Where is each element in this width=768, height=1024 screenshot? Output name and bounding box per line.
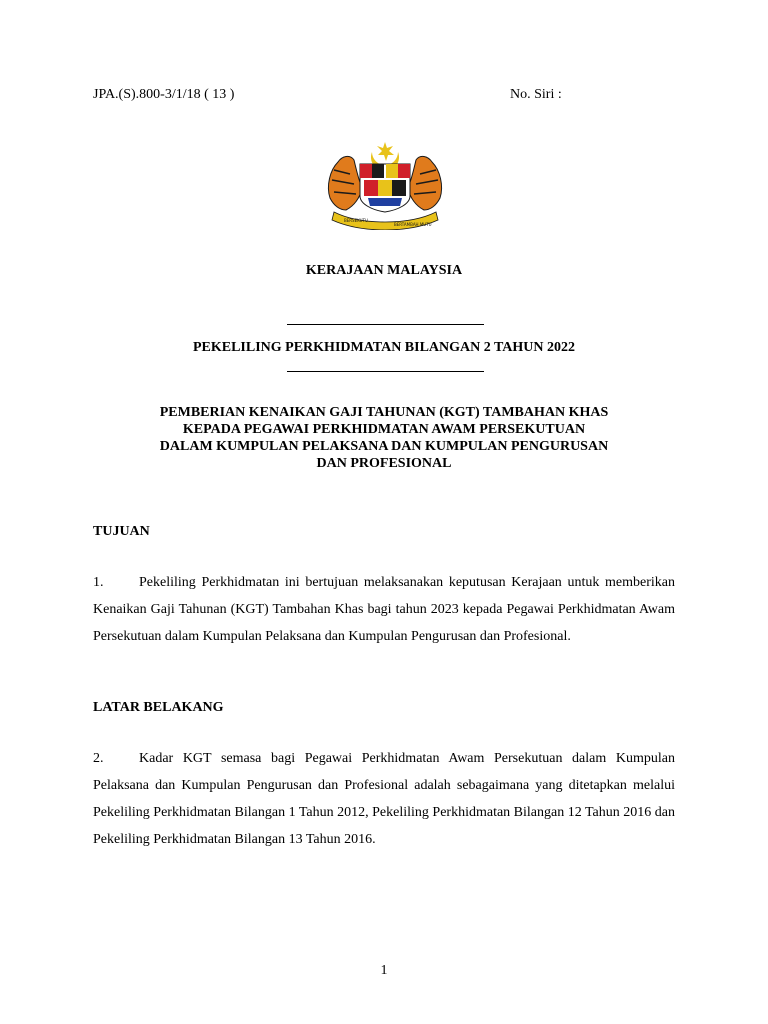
subject-line: DALAM KUMPULAN PELAKSANA DAN KUMPULAN PENGURUSAN [159,439,609,454]
reference-number: JPA.(S).800-3/1/18 ( 13 ) [93,87,235,102]
left-tiger-icon [328,156,362,210]
star-icon [377,142,394,161]
subject-line: PEMBERIAN KENAIKAN GAJI TAHUNAN (KGT) TAMBAHAN KHAS [159,405,609,420]
page-number: 1 [380,963,388,978]
coat-of-arms-icon [320,140,450,230]
motto-right: BERTAMBAH MUTU [394,222,432,227]
subject-line: DAN PROFESIONAL [316,456,452,471]
government-name: KERAJAAN MALAYSIA [305,263,463,278]
paragraph-text: Kadar KGT semasa bagi Pegawai Perkhidmatan Awam Persekutuan dalam Kumpulan Pelaksana dan Kumpulan Pengurusan dan Profesional adalah sebagaimana yang ditetapkan melalui Pekeliling Perkhidmatan Bilangan 1 Tahun 2012, Pekeliling Perkhidmatan Bilangan 12 Tahun 2016 dan Pekeliling Perkhidmatan Bilangan 13 Tahun 2016. [93,751,675,847]
bottom-divider [287,371,484,372]
subject-line: KEPADA PEGAWAI PERKHIDMATAN AWAM PERSEKUTUAN [182,422,586,437]
top-divider [287,324,484,325]
paragraph-text: Pekeliling Perkhidmatan ini bertujuan melaksanakan keputusan Kerajaan untuk memberikan Kenaikan Gaji Tahunan (KGT) Tambahan Khas bagi tahun 2023 kepada Pegawai Perkhidmatan Awam Persekutuan dalam Kumpulan Pelaksana dan Kumpulan Pengurusan dan Profesional. [93,575,675,644]
serial-number-label: No. Siri : [510,87,562,102]
section-heading-purpose: TUJUAN [93,524,150,539]
paragraph-number: 1. [93,575,104,590]
circular-title: PEKELILING PERKHIDMATAN BILANGAN 2 TAHUN 2022 [192,340,576,355]
paragraph-2 [93,745,675,853]
right-tiger-icon [408,156,442,210]
motto-left: BERSEKUTU [344,218,368,223]
paragraph-1 [93,569,675,650]
subject-title [0,404,768,472]
section-heading-background: LATAR BELAKANG [93,700,224,715]
paragraph-number: 2. [93,751,104,766]
